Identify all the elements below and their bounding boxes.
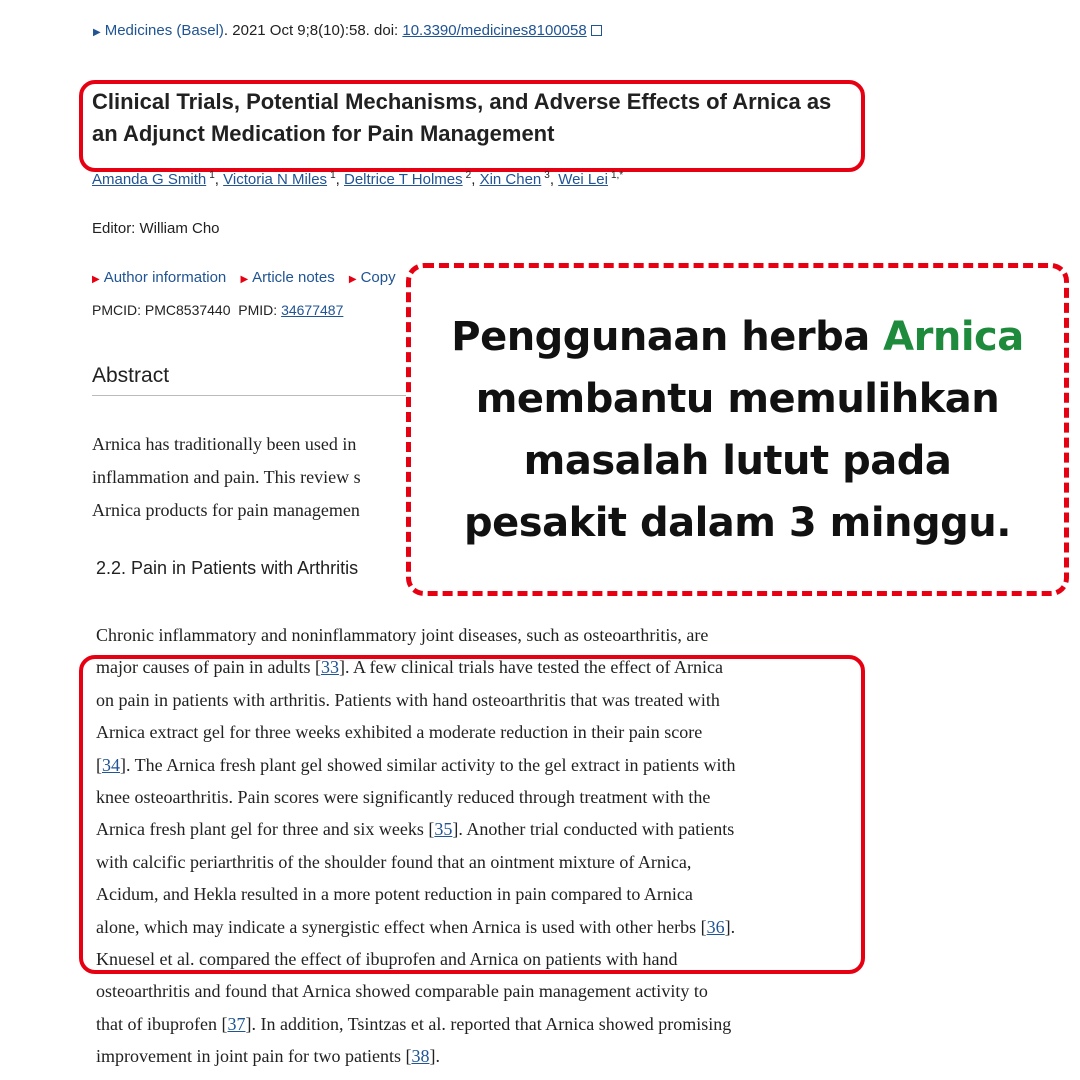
paragraph-highlight-box: [79, 655, 865, 974]
callout-line: membantu memulihkan: [475, 375, 1000, 422]
abstract-line: inflammation and pain. This review s: [92, 467, 361, 487]
paragraph-line: on pain in patients with arthritis. Patients with hand osteoarthritis that was treated with: [96, 689, 720, 710]
expand-triangle-icon: ▶: [92, 274, 100, 285]
callout-accent-word: Arnica: [883, 313, 1024, 360]
expand-triangle-icon: ▶: [348, 274, 357, 285]
abstract-line: Arnica has traditionally been used in: [92, 434, 357, 454]
author-list: Amanda G Smith $^1$, Victoria N Miles $^1$, Deltrice T Holmes $^2$, Xin Chen $^3$, Wei Lei $^{1,*}$: [92, 170, 624, 188]
article-notes-toggle[interactable]: ▶ Article notes: [240, 269, 335, 286]
reference-link[interactable]: 33: [320, 657, 339, 678]
reference-link[interactable]: 38: [411, 1046, 430, 1067]
paragraph-line: improvement in joint pain for two patients [38].: [96, 1046, 440, 1067]
author-link[interactable]: Amanda G Smith: [92, 171, 207, 188]
expand-triangle-icon[interactable]: ▶: [93, 27, 101, 38]
journal-link[interactable]: Medicines (Basel): [104, 22, 224, 39]
editor-line: Editor: William Cho: [92, 220, 220, 237]
author-affiliation: 1: [209, 170, 215, 181]
article-title: Clinical Trials, Potential Mechanisms, and Adverse Effects of Arnica as an Adjunct Medication for Pain Management: [92, 89, 832, 146]
paragraph-line: alone, which may indicate a synergistic effect when Arnica is used with other herbs [36].: [96, 916, 736, 937]
author-link[interactable]: Wei Lei: [558, 171, 608, 188]
pmid-link[interactable]: 34677487: [281, 302, 344, 318]
callout-line: masalah lutut pada: [523, 437, 952, 484]
author-affiliation: 3: [544, 170, 550, 181]
reference-link[interactable]: 34: [102, 754, 120, 775]
paragraph-line: that of ibuprofen [37]. In addition, Tsintzas et al. reported that Arnica showed promising: [96, 1013, 732, 1034]
author-link[interactable]: Victoria N Miles: [223, 171, 328, 188]
abstract-heading: Abstract: [92, 364, 170, 387]
external-link-icon[interactable]: [591, 25, 602, 36]
paragraph-line: with calcific periarthritis of the shoulder found that an ointment mixture of Arnica,: [96, 851, 692, 872]
paragraph-line: Arnica extract gel for three weeks exhibited a moderate reduction in their pain score: [96, 722, 703, 743]
pmid-label: PMID:: [238, 302, 278, 318]
callout-box: [406, 263, 1069, 596]
doi-link[interactable]: 10.3390/medicines8100058: [402, 22, 587, 39]
callout-line: pesakit dalam 3 minggu.: [464, 499, 1011, 546]
callout-line: Penggunaan herba Arnica: [451, 313, 1024, 360]
article-ids: [92, 302, 343, 318]
author-link[interactable]: Xin Chen: [479, 171, 542, 188]
citation-line: [93, 22, 602, 39]
abstract-line: Arnica products for pain managemen: [92, 500, 360, 520]
paragraph-line: osteoarthritis and found that Arnica showed comparable pain management activity to: [96, 981, 708, 1002]
paragraph-line: Arnica fresh plant gel for three and six weeks [35]. Another trial conducted with patients: [96, 819, 735, 840]
author-information-toggle[interactable]: ▶ Author information: [92, 269, 227, 286]
paragraph-line: Acidum, and Hekla resulted in a more potent reduction in pain compared to Arnica: [96, 884, 693, 905]
author-affiliation: 1,*: [610, 170, 624, 181]
paragraph-line: Knuesel et al. compared the effect of ibuprofen and Arnica on patients with hand: [96, 949, 678, 970]
paragraph-line: major causes of pain in adults [33]. A few clinical trials have tested the effect of Arnica: [96, 657, 723, 678]
expand-triangle-icon: ▶: [240, 274, 249, 285]
reference-link[interactable]: 37: [227, 1013, 246, 1034]
author-affiliation: 1: [330, 170, 336, 181]
paragraph-line: Chronic inflammatory and noninflammatory joint diseases, such as osteoarthritis, are: [96, 625, 709, 645]
author-link[interactable]: Deltrice T Holmes: [343, 171, 463, 188]
author-affiliation: 2: [465, 170, 472, 181]
paragraph-line: [34]. The Arnica fresh plant gel showed similar activity to the gel extract in patients with: [96, 754, 736, 775]
abstract-text: [92, 428, 412, 527]
pmcid: PMCID: PMC8537440: [92, 302, 231, 318]
section-heading: 2.2. Pain in Patients with Arthritis: [96, 558, 359, 578]
citation-details: . 2021 Oct 9;8(10):58. doi:: [223, 22, 403, 39]
title-highlight-box: [79, 80, 865, 172]
paragraph-line: knee osteoarthritis. Pain scores were significantly reduced through treatment with the: [96, 787, 711, 808]
reference-link[interactable]: 35: [434, 819, 453, 840]
abstract-divider: [92, 395, 422, 396]
article-meta-links: [92, 269, 406, 286]
copyright-toggle[interactable]: ▶ Copy: [348, 269, 396, 286]
reference-link[interactable]: 36: [706, 916, 725, 937]
